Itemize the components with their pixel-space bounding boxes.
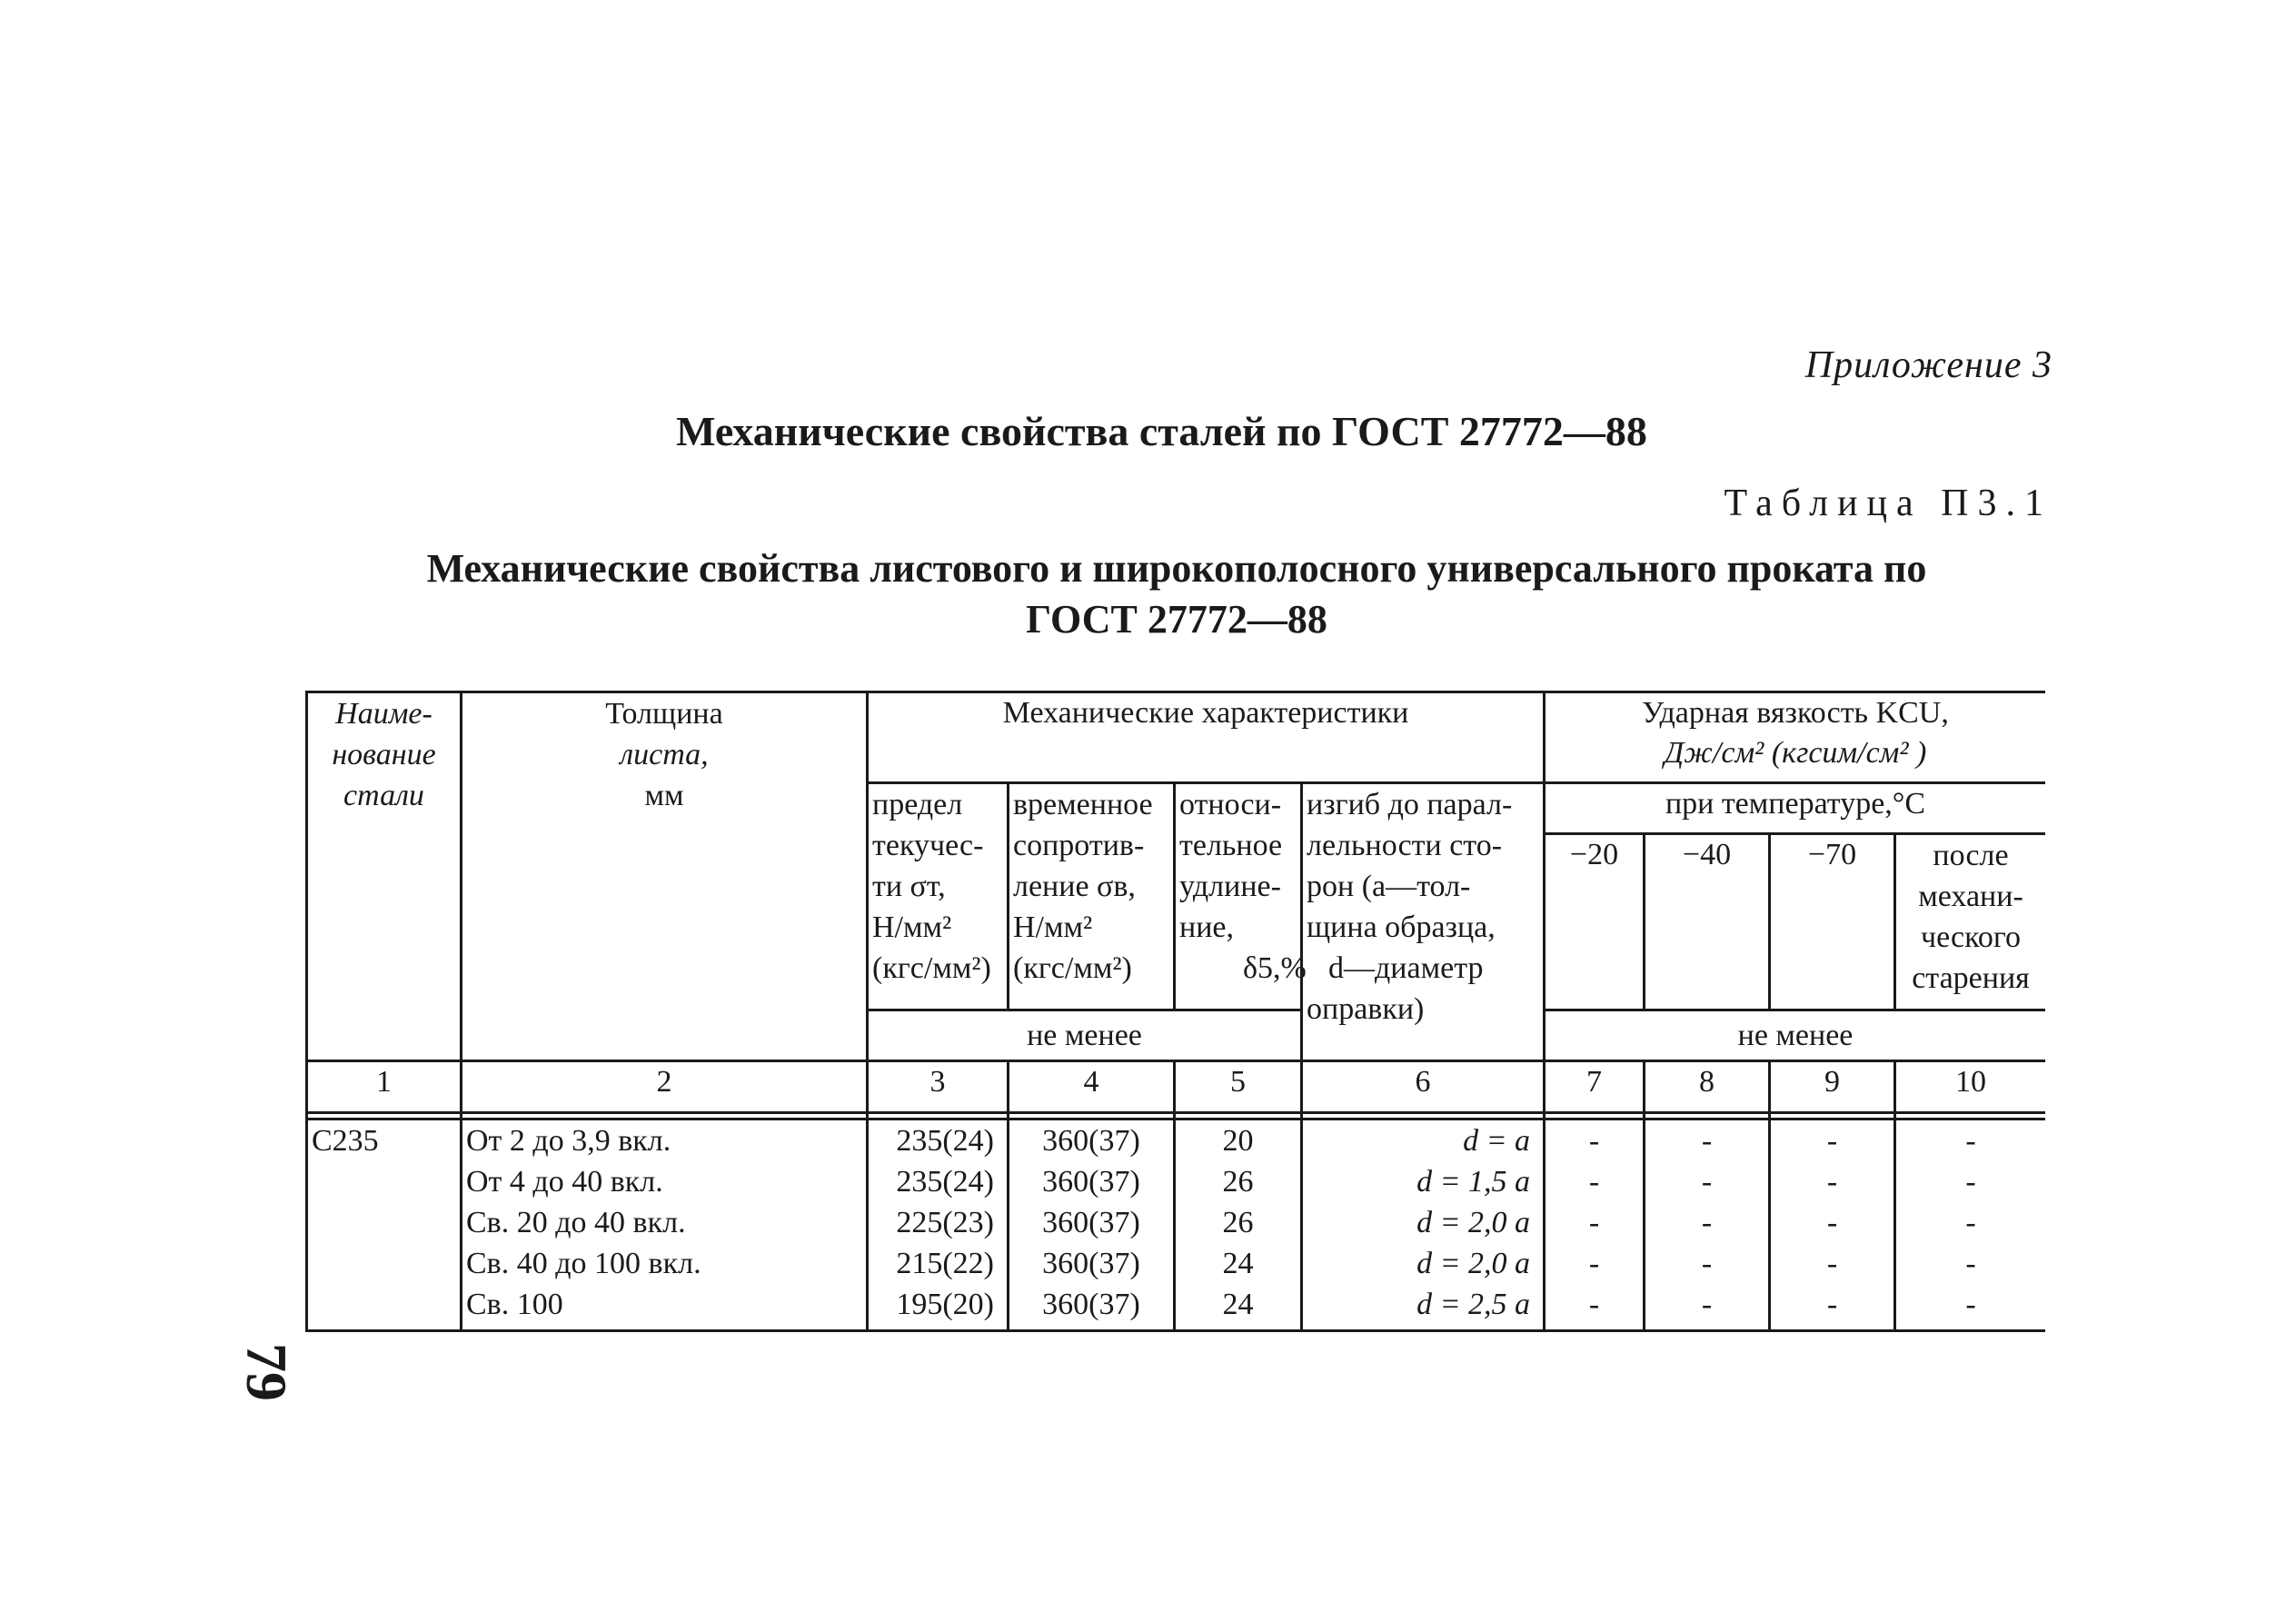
steel-grade-lines (312, 1120, 460, 1161)
subtitle-line-1: Механические свойства листового и широкополосного универсального проката по (426, 546, 1927, 591)
thickness-value: От 4 до 40 вкл. (466, 1165, 663, 1199)
bend-value: d = 2,5 a (1416, 1288, 1531, 1321)
tensile-value: 360(37) (1042, 1165, 1140, 1199)
cell-thickness (462, 1119, 868, 1331)
elongation-line: тельное (1179, 829, 1283, 862)
after-aging-line: механи- (1918, 880, 2023, 913)
thickness-value: Св. 100 (466, 1288, 563, 1321)
tensile-values (1009, 1120, 1173, 1325)
bend-values (1303, 1120, 1543, 1325)
yield-value: 215(22) (896, 1247, 994, 1280)
tensile-line: (кгс/мм²) (1013, 951, 1132, 985)
cell-kcu-aging (1895, 1119, 2045, 1331)
after-aging-line: после (1933, 839, 2009, 872)
header-impact (1545, 692, 2045, 783)
bend-value: d = 2,0 a (1416, 1206, 1531, 1239)
kcu-minus20-values (1546, 1120, 1643, 1325)
yield-line: (кгс/мм²) (872, 951, 991, 985)
table-subtitle (368, 543, 1985, 645)
bend-line: лельности сто- (1307, 829, 1503, 862)
column-number: 8 (1645, 1061, 1770, 1113)
kcu-value: - (1588, 1288, 1600, 1321)
table-container (305, 691, 2045, 1332)
elongation-line: ние, (1179, 910, 1234, 944)
thickness-value: Св. 20 до 40 вкл. (466, 1206, 686, 1239)
header-elongation (1175, 783, 1307, 1010)
kcu-value: - (1965, 1247, 1976, 1280)
column-number: 5 (1175, 1061, 1302, 1113)
yield-value: 235(24) (896, 1124, 994, 1158)
cell-steel-grade (307, 1119, 462, 1331)
cell-kcu-minus40 (1645, 1119, 1770, 1331)
thickness-value: Св. 40 до 100 вкл. (466, 1247, 701, 1280)
kcu-value: - (1826, 1124, 1838, 1158)
yield-values (869, 1120, 1007, 1325)
yield-value: 235(24) (896, 1165, 994, 1199)
kcu-aging-values (1896, 1120, 2045, 1325)
tensile-line: ление σв, (1013, 870, 1136, 903)
kcu-value: - (1826, 1165, 1838, 1199)
steel-name-line: Наиме- (335, 697, 432, 731)
thickness-line: мм (644, 779, 684, 812)
kcu-value: - (1965, 1124, 1976, 1158)
header-not-less-mech: не менее (868, 1010, 1302, 1061)
header-not-less-impact: не менее (1545, 1010, 2045, 1061)
bend-line: изгиб до парал- (1307, 788, 1513, 821)
kcu-value: - (1588, 1206, 1600, 1239)
steel-name-lines (308, 693, 460, 816)
kcu-value: - (1701, 1288, 1713, 1321)
header-tensile (1009, 783, 1175, 1010)
header-temp-minus70: −70 (1770, 834, 1895, 1010)
header-bend (1302, 783, 1545, 1061)
yield-line: текучес- (872, 829, 984, 862)
after-aging-line: ческого (1921, 920, 2022, 954)
elongation-value: 26 (1222, 1165, 1254, 1199)
kcu-value: - (1588, 1124, 1600, 1158)
properties-table (305, 691, 2045, 1332)
impact-line-2: Дж/см² (кгсим/см² ) (1664, 736, 1927, 770)
yield-value: 225(23) (896, 1206, 994, 1239)
tensile-value: 360(37) (1042, 1206, 1140, 1239)
yield-lines (872, 784, 1007, 989)
column-number: 3 (868, 1061, 1009, 1113)
header-mechanical: Механические характеристики (868, 692, 1545, 783)
table-label: Таблица П3.1 (1724, 483, 2052, 524)
kcu-value: - (1701, 1124, 1713, 1158)
elongation-line: удлине- (1179, 870, 1281, 903)
kcu-value: - (1826, 1247, 1838, 1280)
bend-line: оправки) (1307, 992, 1425, 1026)
kcu-value: - (1701, 1165, 1713, 1199)
kcu-value: - (1826, 1288, 1838, 1321)
kcu-value: - (1965, 1206, 1976, 1239)
elongation-value: 20 (1222, 1124, 1254, 1158)
bend-value: d = 1,5 a (1416, 1165, 1531, 1199)
tensile-value: 360(37) (1042, 1288, 1140, 1321)
header-yield (868, 783, 1009, 1010)
kcu-value: - (1588, 1247, 1600, 1280)
kcu-value: - (1588, 1165, 1600, 1199)
tensile-line: сопротив- (1013, 829, 1145, 862)
kcu-value: - (1701, 1247, 1713, 1280)
column-number: 7 (1545, 1061, 1645, 1113)
yield-value: 195(20) (896, 1288, 994, 1321)
bend-value: d = a (1463, 1124, 1531, 1158)
thickness-line: листа, (620, 738, 709, 771)
bend-lines (1307, 784, 1543, 1030)
subtitle-line-2: ГОСТ 27772—88 (1026, 597, 1327, 642)
header-after-aging (1895, 834, 2045, 1010)
thickness-line: Толщина (605, 697, 723, 731)
cell-yield (868, 1119, 1009, 1331)
column-number: 4 (1009, 1061, 1175, 1113)
header-at-temperature: при температуре,°С (1545, 783, 2045, 834)
bend-value: d = 2,0 a (1416, 1247, 1531, 1280)
yield-line: предел (872, 788, 963, 821)
kcu-minus40-values (1645, 1120, 1768, 1325)
elongation-line: относи- (1179, 788, 1282, 821)
kcu-value: - (1965, 1165, 1976, 1199)
bend-line: рон (a—тол- (1307, 870, 1471, 903)
steel-name-line: стали (343, 779, 424, 812)
tensile-line: Н/мм² (1013, 910, 1093, 944)
column-number: 6 (1302, 1061, 1545, 1113)
tensile-value: 360(37) (1042, 1247, 1140, 1280)
yield-line: Н/мм² (872, 910, 952, 944)
cell-kcu-minus20 (1545, 1119, 1645, 1331)
column-number: 1 (307, 1061, 462, 1113)
bend-line: d—диаметр (1328, 951, 1484, 985)
steel-name-line: нование (332, 738, 436, 771)
yield-line: ти σт, (872, 870, 946, 903)
thickness-values (466, 1120, 866, 1325)
main-title: Механические свойства сталей по ГОСТ 27772—88 (676, 408, 1647, 454)
column-number: 10 (1895, 1061, 2045, 1113)
steel-grade: С235 (312, 1124, 379, 1158)
header-temp-minus40: −40 (1645, 834, 1770, 1010)
thickness-value: От 2 до 3,9 вкл. (466, 1124, 671, 1158)
elongation-value: 24 (1222, 1247, 1254, 1280)
kcu-minus70-values (1771, 1120, 1893, 1325)
page-number: 79 (234, 1343, 299, 1401)
elongation-line: δ5,% (1243, 951, 1307, 985)
elongation-values (1176, 1120, 1300, 1325)
impact-line-1: Ударная вязкость KCU, (1642, 696, 1949, 730)
elongation-value: 24 (1222, 1288, 1254, 1321)
column-number: 2 (462, 1061, 868, 1113)
cell-elongation (1175, 1119, 1302, 1331)
tensile-lines (1013, 784, 1173, 989)
cell-bend (1302, 1119, 1545, 1331)
tensile-value: 360(37) (1042, 1124, 1140, 1158)
column-number: 9 (1770, 1061, 1895, 1113)
after-aging-line: старения (1912, 961, 2030, 995)
tensile-line: временное (1013, 788, 1153, 821)
cell-kcu-minus70 (1770, 1119, 1895, 1331)
appendix-label: Приложение 3 (1804, 344, 2052, 386)
kcu-value: - (1701, 1206, 1713, 1239)
after-aging-lines (1896, 835, 2045, 999)
cell-tensile (1009, 1119, 1175, 1331)
header-steel-name (307, 692, 462, 1061)
header-temp-minus20: −20 (1545, 834, 1645, 1010)
elongation-value: 26 (1222, 1206, 1254, 1239)
bend-line: щина образца, (1307, 910, 1496, 944)
header-thickness (462, 692, 868, 1061)
kcu-value: - (1965, 1288, 1976, 1321)
kcu-value: - (1826, 1206, 1838, 1239)
elongation-lines (1179, 784, 1307, 989)
thickness-lines (462, 693, 866, 816)
